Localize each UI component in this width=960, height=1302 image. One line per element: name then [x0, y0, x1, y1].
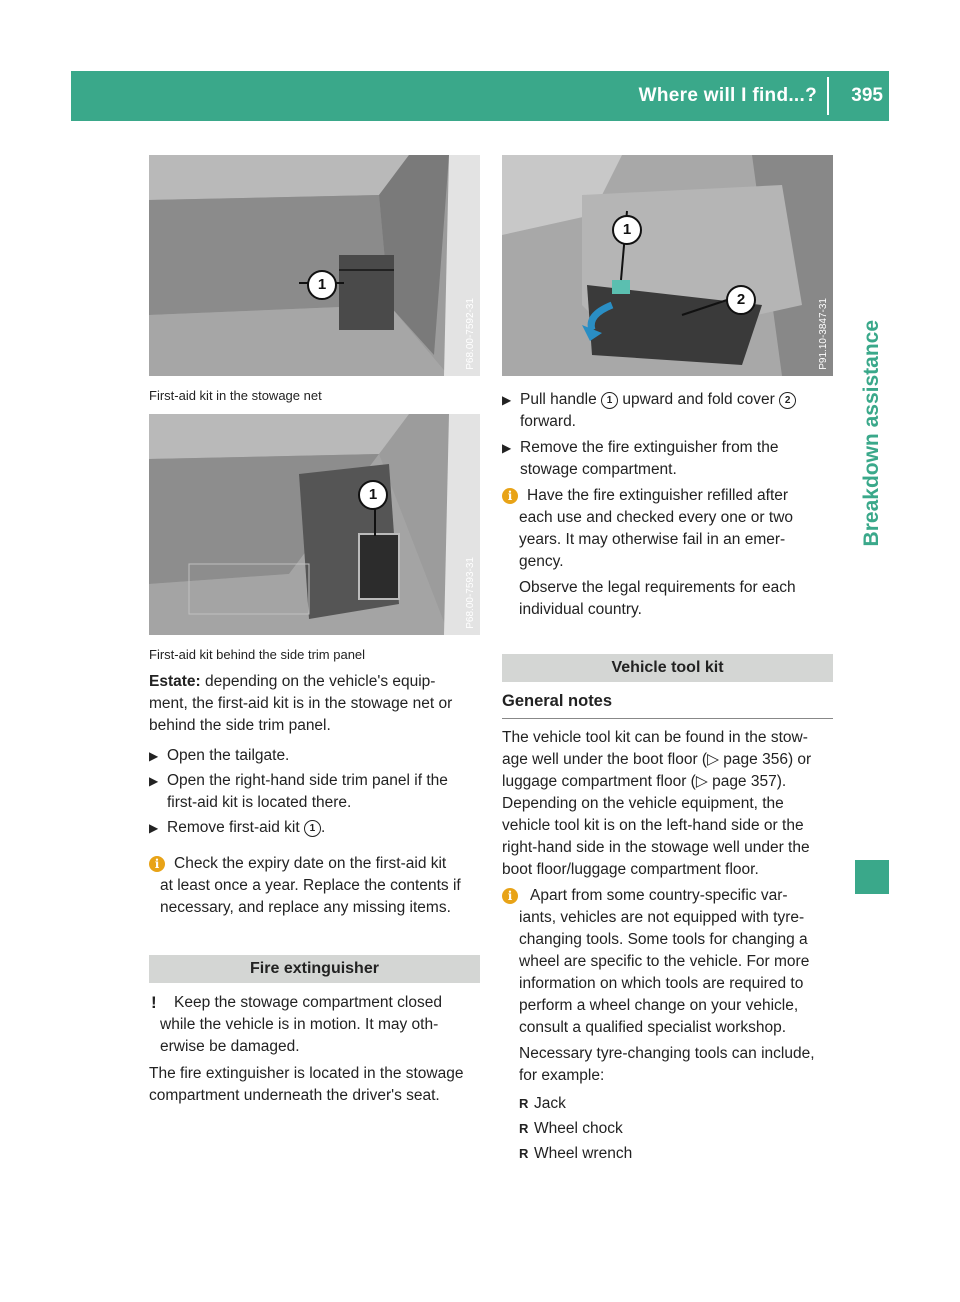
side-tab-label: Breakdown assistance [860, 320, 883, 547]
note-tyre-tools: i Apart from some country-specific var- iants, vehicles are not equipped with tyre- changing tools. Some tools for changing a wheel are specific to the vehicle. For more information on which tools are required to perform a wheel change on your vehicle, consult a qualified specialist workshop. Necessary tyre-changing tools can include, for example: [502, 885, 842, 1087]
step-arrow-icon: ▶ [149, 749, 159, 763]
bullet-icon: R [519, 1096, 529, 1111]
photo-code: P68.00-7592-31 [465, 298, 476, 370]
page-number: 395 [851, 85, 883, 106]
callout-mark: 1 [601, 392, 618, 409]
warning-compartment: ! Keep the stowage compartment closed while the vehicle is in motion. It may oth- erwise be damaged. [151, 993, 442, 1055]
info-icon: i [502, 488, 518, 504]
general-notes-heading: General notes [502, 692, 613, 710]
callout-mark: 2 [779, 392, 796, 409]
photo-fire-extinguisher [502, 155, 833, 376]
chapter-title: Where will I find...? [638, 85, 817, 106]
photo-first-aid-stowage-net [149, 155, 480, 376]
step-arrow-icon: ▶ [502, 393, 512, 407]
step-arrow-icon: ▶ [502, 441, 512, 455]
tool-kit-paragraph: The vehicle tool kit can be found in the stow- age well under the boot floor (▷ page 356) or luggage compartment floor (▷ page 357). Depending on the vehicle equipment, the vehicle tool kit is on the left-hand side or the right-hand side in the stowage well under the boot floor/luggage compartment floor. [502, 729, 812, 878]
bullet-icon: R [519, 1146, 529, 1161]
estate-paragraph: Estate: depending on the vehicle's equip- ment, the first-aid kit is in the stowage net or behind the side trim panel. [149, 673, 453, 734]
info-icon: i [149, 856, 165, 872]
info-icon: i [502, 888, 518, 904]
callout-1: 1 [612, 215, 642, 245]
section-vehicle-tool-kit: Vehicle tool kit [502, 654, 833, 682]
photo-first-aid-side-panel [149, 414, 480, 635]
callout-1: 1 [358, 480, 388, 510]
fire-location-paragraph: The fire extinguisher is located in the stowage compartment underneath the driver's seat. [149, 1065, 464, 1104]
warning-icon: ! [151, 993, 157, 1012]
step-open-tailgate: ▶ Open the tailgate. [149, 745, 289, 767]
step-arrow-icon: ▶ [149, 774, 159, 788]
list-item: R Wheel chock [519, 1118, 623, 1140]
photo-code: P68.00-7593-31 [465, 557, 476, 629]
side-tab [855, 320, 889, 700]
note-refill: i Have the fire extinguisher refilled after each use and checked every one or two years. It may otherwise fail in an emer- gency. Observe the legal requirements for each individual country. [502, 485, 842, 621]
step-remove-extinguisher: ▶ Remove the fire extinguisher from the stowage compartment. [502, 439, 779, 478]
step-arrow-icon: ▶ [149, 821, 159, 835]
bullet-icon: R [519, 1121, 529, 1136]
note-expiry: i Check the expiry date on the first-aid kit at least once a year. Replace the contents if necessary, and replace any missing items. [149, 853, 489, 919]
side-tab-marker [855, 860, 889, 894]
header-divider [827, 77, 829, 115]
callout-2: 2 [726, 285, 756, 315]
step-open-side-panel: ▶ Open the right-hand side trim panel if the first-aid kit is located there. [149, 772, 448, 811]
callout-mark: 1 [304, 820, 321, 837]
page-header [71, 71, 889, 121]
list-item: R Jack [519, 1093, 566, 1115]
caption-side-panel: First-aid kit behind the side trim panel [149, 647, 366, 662]
section-fire-extinguisher: Fire extinguisher [149, 955, 480, 983]
heading-rule [502, 718, 833, 719]
list-item: R Wheel wrench [519, 1143, 632, 1165]
callout-1: 1 [307, 270, 337, 300]
caption-stowage-net: First-aid kit in the stowage net [149, 388, 322, 403]
step-pull-handle: ▶ Pull handle 1 upward and fold cover 2 forward. [502, 389, 842, 433]
estate-label: Estate: [149, 673, 201, 690]
photo-code: P91.10-3847-31 [818, 298, 829, 370]
step-remove-kit: ▶ Remove first-aid kit 1 . [149, 817, 325, 839]
